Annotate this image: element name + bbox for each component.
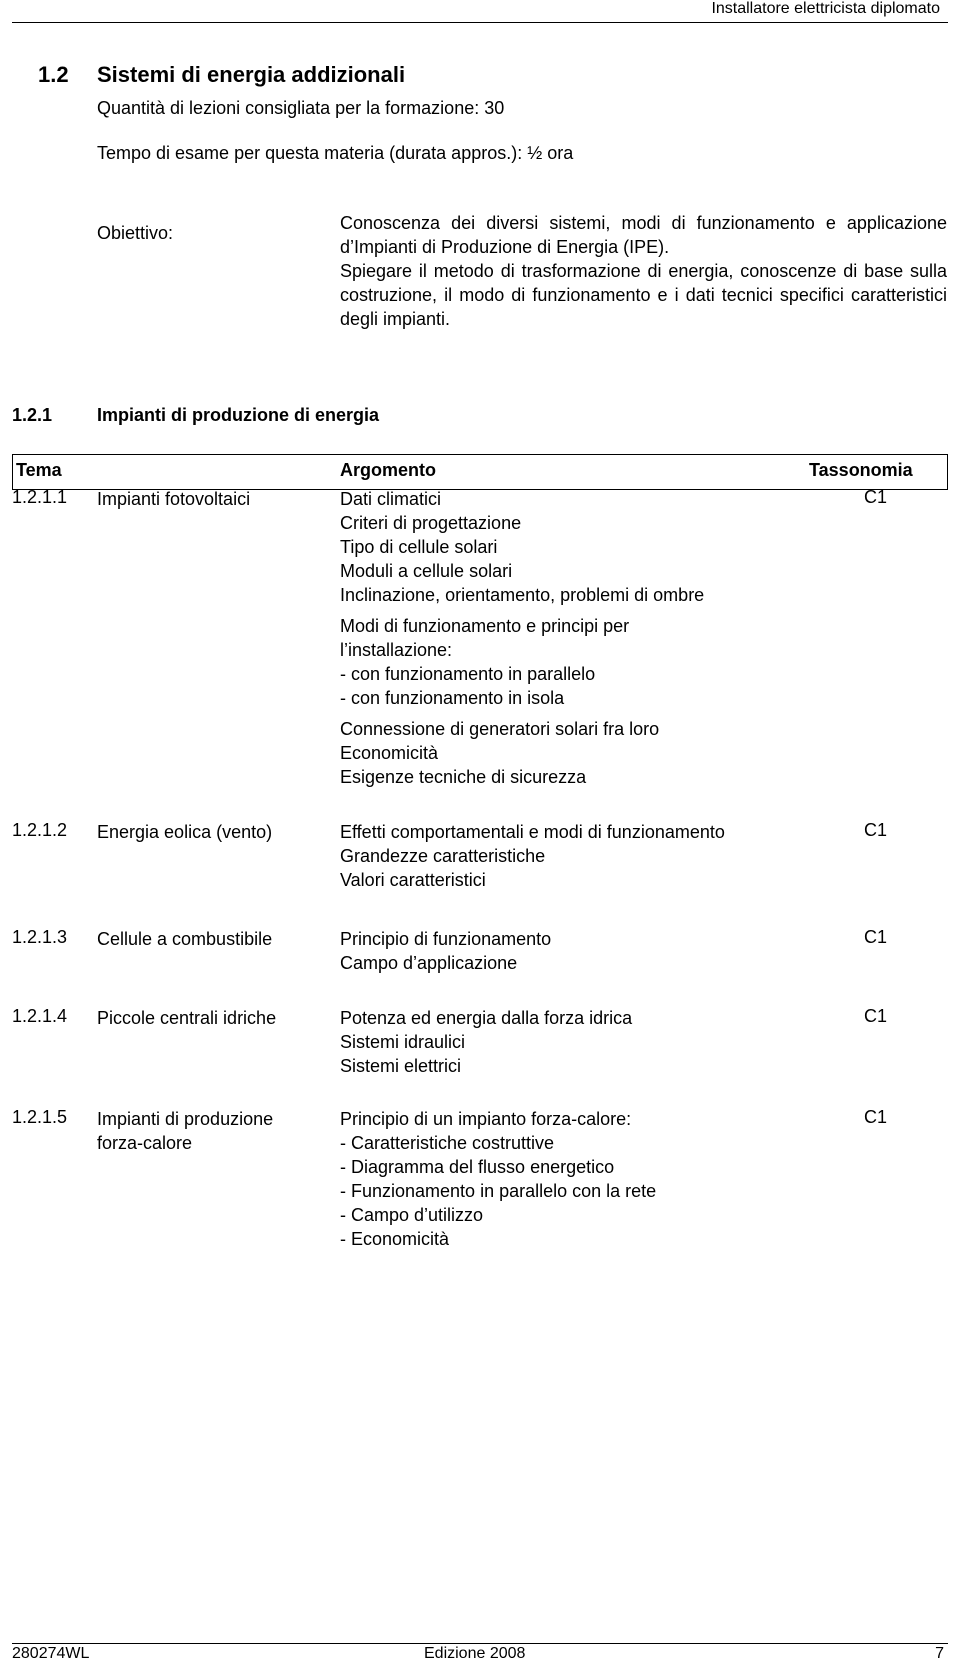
subsection-title: Impianti di produzione di energia — [97, 405, 380, 425]
footer-page-number: 7 — [935, 1645, 944, 1662]
row-tema — [97, 820, 272, 844]
footer-rule — [12, 1643, 948, 1644]
row-tassonomia: C1 — [864, 1107, 888, 1127]
row-tassonomia: C1 — [864, 820, 888, 840]
footer-code: 280274WL — [12, 1645, 90, 1662]
argomento-line: - con funzionamento in isola — [340, 688, 565, 708]
argomento-line: Sistemi elettrici — [340, 1056, 462, 1076]
argomento-line: Grandezze caratteristiche — [340, 846, 546, 866]
running-header: Installatore elettricista diplomato — [711, 0, 940, 17]
argomento-line: Potenza ed energia dalla forza idrica — [340, 1008, 633, 1028]
row-argomento — [340, 820, 725, 892]
row-argomento — [340, 927, 551, 975]
argomento-line: - Funzionamento in parallelo con la rete — [340, 1181, 657, 1201]
argomento-line: Tipo di cellule solari — [340, 537, 498, 557]
objective-paragraph: Conoscenza dei diversi sistemi, modi di funzionamento e applicazione d’Impianti di Produzione di Energia (IPE). — [340, 213, 947, 257]
row-tema — [97, 487, 250, 511]
argomento-line: Inclinazione, orientamento, problemi di ombre — [340, 585, 705, 605]
tema-line: Energia eolica (vento) — [97, 822, 273, 842]
column-header-tema: Tema — [16, 460, 62, 480]
lessons-count: Quantità di lezioni consigliata per la formazione: 30 — [97, 98, 505, 118]
argomento-line: Modi di funzionamento e principi per — [340, 616, 630, 636]
column-header-argomento: Argomento — [340, 460, 436, 480]
objective-text — [340, 211, 947, 331]
section-number: 1.2 — [38, 62, 69, 87]
subsection-number: 1.2.1 — [12, 405, 53, 425]
footer-edition: Edizione 2008 — [424, 1645, 526, 1662]
tema-line: Impianti fotovoltaici — [97, 489, 251, 509]
row-number: 1.2.1.5 — [12, 1107, 68, 1127]
tema-line: forza-calore — [97, 1133, 193, 1153]
argomento-line: - Caratteristiche costruttive — [340, 1133, 555, 1153]
row-tassonomia: C1 — [864, 927, 888, 947]
table-header — [12, 454, 948, 490]
argomento-line: - Diagramma del flusso energetico — [340, 1157, 615, 1177]
tema-line: Piccole centrali idriche — [97, 1008, 277, 1028]
argomento-line: Principio di funzionamento — [340, 929, 552, 949]
argomento-line: - Economicità — [340, 1229, 450, 1249]
objective-paragraph: Spiegare il metodo di trasformazione di energia, conoscenze di base sulla costruzione, il modo di funzionamento e i dati tecnici specifici caratteristici degli impianti. — [340, 261, 947, 329]
argomento-line: Principio di un impianto forza-calore: — [340, 1109, 632, 1129]
section-title: Sistemi di energia addizionali — [97, 62, 406, 87]
argomento-line: Sistemi idraulici — [340, 1032, 466, 1052]
row-number: 1.2.1.3 — [12, 927, 68, 947]
argomento-line: Effetti comportamentali e modi di funzionamento — [340, 822, 725, 842]
tema-line: Impianti di produzione — [97, 1109, 274, 1129]
argomento-line: Esigenze tecniche di sicurezza — [340, 767, 587, 787]
row-number: 1.2.1.1 — [12, 487, 68, 507]
row-number: 1.2.1.4 — [12, 1006, 68, 1026]
row-tassonomia: C1 — [864, 487, 888, 507]
row-tassonomia: C1 — [864, 1006, 888, 1026]
row-number: 1.2.1.2 — [12, 820, 68, 840]
argomento-line: Moduli a cellule solari — [340, 561, 513, 581]
row-argomento — [340, 487, 704, 789]
exam-duration: Tempo di esame per questa materia (durata appros.): ½ ora — [97, 143, 574, 163]
row-tema — [97, 1006, 276, 1030]
row-argomento — [340, 1006, 632, 1078]
argomento-line: Economicità — [340, 743, 439, 763]
header-rule — [12, 22, 948, 23]
argomento-line: - con funzionamento in parallelo — [340, 664, 596, 684]
argomento-line: Campo d’applicazione — [340, 953, 518, 973]
row-argomento — [340, 1107, 656, 1251]
row-tema — [97, 927, 272, 951]
row-tema — [97, 1107, 273, 1155]
argomento-line: l’installazione: — [340, 640, 453, 660]
objective-label: Obiettivo: — [97, 223, 174, 243]
argomento-line: Dati climatici — [340, 489, 442, 509]
argomento-line: - Campo d’utilizzo — [340, 1205, 484, 1225]
argomento-line: Valori caratteristici — [340, 870, 486, 890]
argomento-line: Criteri di progettazione — [340, 513, 522, 533]
argomento-line: Connessione di generatori solari fra loro — [340, 719, 660, 739]
tema-line: Cellule a combustibile — [97, 929, 273, 949]
column-header-tassonomia: Tassonomia — [809, 460, 913, 480]
